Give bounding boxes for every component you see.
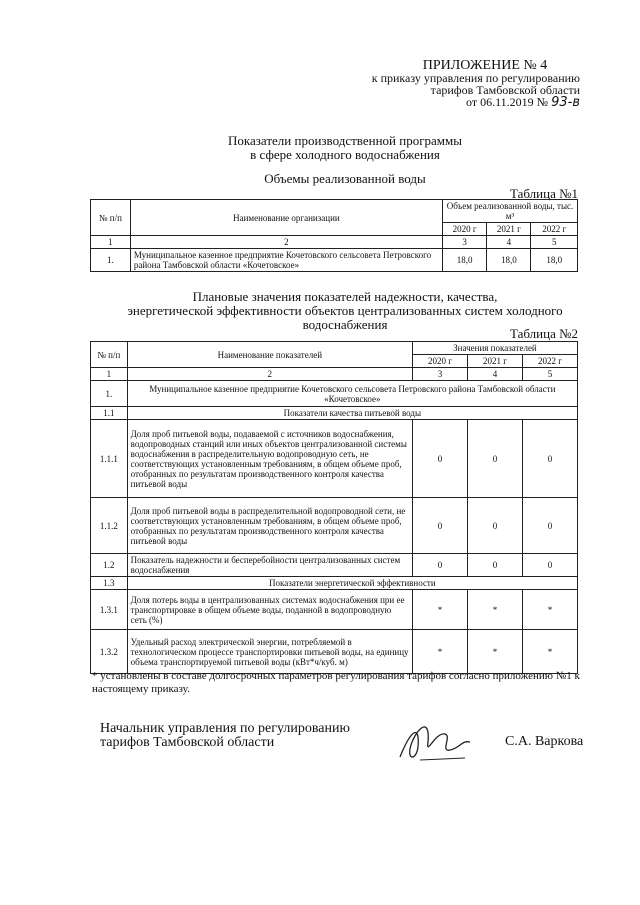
t2-row-value: 0 <box>467 420 522 498</box>
t2-index: 5 <box>522 368 577 381</box>
t2-org-name: Муниципальное казенное предприятие Кочетовского сельсовета Петровского района Тамбовской области «Кочетовское» <box>127 381 577 407</box>
t2-section-name: Показатели энергетической эффективности <box>127 577 577 590</box>
table1-title: Объемы реализованной воды <box>264 171 426 186</box>
t2-row-value: * <box>522 590 577 630</box>
document-heading <box>150 134 540 162</box>
signer-position-line-1: Начальник управления по регулированию <box>100 721 350 736</box>
t2-row-value: 0 <box>412 554 467 577</box>
appendix-title: ПРИЛОЖЕНИЕ № 4 <box>422 58 548 73</box>
t2-row-num: 1.3.1 <box>91 590 128 630</box>
t2-row-value: * <box>522 630 577 674</box>
appendix-line-1: к приказу управления по регулированию <box>371 71 580 85</box>
t1-index: 1 <box>91 236 131 249</box>
signer-position <box>100 722 350 750</box>
t2-row-value: * <box>467 590 522 630</box>
t2-row-value: * <box>467 630 522 674</box>
t2-index: 3 <box>412 368 467 381</box>
signer-name: С.А. Варкова <box>505 734 584 749</box>
table-2 <box>90 341 578 674</box>
t2-row-num: 1.2 <box>91 554 128 577</box>
t1-row-num: 1. <box>91 249 131 272</box>
appendix-header <box>330 60 580 109</box>
t1-year: 2022 г <box>531 223 578 236</box>
t2-index: 2 <box>127 368 412 381</box>
t1-header-volume: Объем реализованной воды, тыс. м³ <box>442 200 577 223</box>
t2-row-value: 0 <box>522 554 577 577</box>
t2-section-name: Показатели качества питьевой воды <box>127 407 577 420</box>
t1-header-num: № п/п <box>91 200 131 236</box>
t1-row-org: Муниципальное казенное предприятие Кочетовского сельсовета Петровского района Тамбовской области «Кочетовское» <box>130 249 442 272</box>
t2-row-value: * <box>412 630 467 674</box>
t2-year: 2022 г <box>522 355 577 368</box>
table2-title-line-2: энергетической эффективности объектов централизованных систем холодного <box>127 303 563 318</box>
t2-row-num: 1.1.2 <box>91 498 128 554</box>
t2-year: 2020 г <box>412 355 467 368</box>
appendix-line-2: тарифов Тамбовской области <box>430 83 580 97</box>
table2-title-line-3: водоснабжения <box>302 317 388 332</box>
t2-row-name: Доля проб питьевой воды, подаваемой с источников водоснабжения, водопроводных станций или иных объектов централизованной системы водоснабжения в распределительную водопроводную сеть, не соответствующих установленным требованиям, в общем объеме проб, отобранных по результатам производственного контроля качества питьевой воды <box>127 420 412 498</box>
t2-row-value: 0 <box>522 420 577 498</box>
t2-row-num: 1.3.2 <box>91 630 128 674</box>
t1-year: 2021 г <box>487 223 531 236</box>
appendix-date: от 06.11.2019 № <box>466 95 549 109</box>
t2-row-num: 1.1.1 <box>91 420 128 498</box>
t1-row-value: 18,0 <box>442 249 486 272</box>
t1-row-value: 18,0 <box>531 249 578 272</box>
table2-label: Таблица №2 <box>510 326 579 341</box>
t1-index: 5 <box>531 236 578 249</box>
t2-row-name: Доля проб питьевой воды в распределительной водопроводной сети, не соответствующих установленным требованиям, в общем объеме проб, отобранных по результатам производственного контроля качества питьевой воды <box>127 498 412 554</box>
t2-row-name: Показатель надежности и бесперебойности централизованных систем водоснабжения <box>127 554 412 577</box>
t2-org-num: 1. <box>91 381 128 407</box>
t1-index: 2 <box>130 236 442 249</box>
appendix-number: 93-в <box>551 95 580 110</box>
handwritten-signature <box>390 712 480 767</box>
t2-row-value: 0 <box>412 420 467 498</box>
t2-year: 2021 г <box>467 355 522 368</box>
t2-header-values: Значения показателей <box>412 342 577 355</box>
t1-index: 4 <box>487 236 531 249</box>
table1-label: Таблица №1 <box>510 186 579 201</box>
footnote: * установлены в составе долгосрочных параметров регулирования тарифов согласно приложению №1 к настоящему приказу. <box>92 670 580 695</box>
t2-row-value: 0 <box>522 498 577 554</box>
t1-row-value: 18,0 <box>487 249 531 272</box>
heading-line-2: в сфере холодного водоснабжения <box>250 147 440 162</box>
t2-index: 4 <box>467 368 522 381</box>
t2-section-num: 1.3 <box>91 577 128 590</box>
t2-section-num: 1.1 <box>91 407 128 420</box>
signer-position-line-2: тарифов Тамбовской области <box>100 735 275 750</box>
t1-header-org: Наименование организации <box>130 200 442 236</box>
heading-line-1: Показатели производственной программы <box>228 133 462 148</box>
t1-year: 2020 г <box>442 223 486 236</box>
t2-header-num: № п/п <box>91 342 128 368</box>
t2-index: 1 <box>91 368 128 381</box>
t2-row-value: 0 <box>467 498 522 554</box>
t2-row-value: 0 <box>412 498 467 554</box>
t2-row-name: Удельный расход электрической энергии, потребляемой в технологическом процессе транспортировки питьевой воды, на единицу объема транспортируемой питьевой воды (кВт*ч/куб. м) <box>127 630 412 674</box>
t1-index: 3 <box>442 236 486 249</box>
t2-row-value: 0 <box>467 554 522 577</box>
table2-title-line-1: Плановые значения показателей надежности, качества, <box>192 289 498 304</box>
t2-row-value: * <box>412 590 467 630</box>
t2-row-name: Доля потерь воды в централизованных системах водоснабжения при ее транспортировке в общем объеме воды, поданной в водопроводную сеть (%) <box>127 590 412 630</box>
appendix-line-3 <box>330 96 580 109</box>
table-1 <box>90 199 578 272</box>
t2-header-name: Наименование показателей <box>127 342 412 368</box>
